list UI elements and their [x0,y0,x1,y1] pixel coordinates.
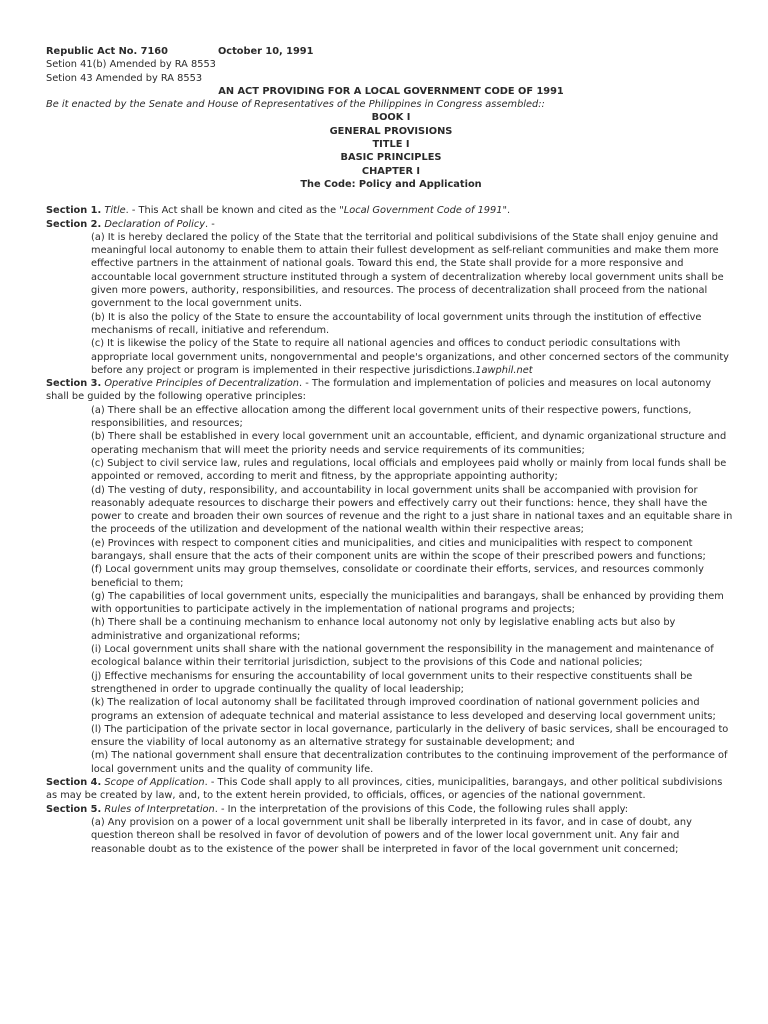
basic-principles-heading: BASIC PRINCIPLES [340,152,442,164]
title-heading: TITLE I [372,139,410,151]
section-3-item: (k) The realization of local autonomy shall be facilitated through improved coordination of national government policies and programs an extension of adequate technical and material assistance to less developed and deserving local government units; [91,697,716,722]
section-3-label: Section 3. [46,378,102,390]
section-5-label: Section 5. [46,803,102,815]
document-page [46,45,736,856]
section-3-item: (l) The participation of the private sector in local governance, particularly in the delivery of basic services, shall be encouraged to ensure the viability of local autonomy as an alternative strategy for sustainable development; and [91,723,729,749]
section-3-item: (b) There shall be established in every local government unit an accountable, efficient, and dynamic organizational structure and operating mechanism that will meet the priority needs and service requirements of its communities; [91,431,727,456]
amendment-note-1: Setion 41(b) Amended by RA 8553 [46,59,216,71]
source-watermark: 1awphil.net [475,364,533,376]
section-4-label: Section 4. [46,777,102,789]
section-3-item: (f) Local government units may group themselves, consolidate or coordinate their efforts, services, and resources commonly beneficial to them; [91,564,704,589]
chapter-title: The Code: Policy and Application [300,178,482,190]
section-3-item: (c) Subject to civil service law, rules and regulations, local officials and employees paid wholly or mainly from local funds shall be appointed or removed, according to merit and fitness, by the appropriate appointing authority; [91,457,727,483]
section-1-quote: "Local Government Code of 1991" [339,205,508,217]
chapter-heading: CHAPTER I [361,165,421,177]
amendment-note-2: Setion 43 Amended by RA 8553 [46,72,203,84]
section-3-item: (d) The vesting of duty, responsibility, and accountability in local government units shall be accompanied with provision for reasonably adequate resources to discharge their powers and effectively carry out their functions: hence, they shall have the power to create and broaden their own sources of revenue and the right to a just share in national taxes and an equitable share in the proceeds of the utilization and development of the national wealth within their respective areas; [91,484,733,536]
section-2-b: (b) It is also the policy of the State to ensure the accountability of local government units through the institution of effective mechanisms of recall, initiative and referendum. [91,311,702,336]
section-1: Section 1. Title. - This Act shall be known and cited as the "Local Government Code of 1991". [46,205,511,217]
act-header [46,45,736,58]
section-1-label: Section 1. [46,205,102,217]
section-3-item: (g) The capabilities of local government units, especially the municipalities and barangays, shall be enhanced by providing them with opportunities to participate actively in the implementation of national programs and projects; [91,590,724,616]
section-5-name: Rules of Interpretation [104,803,215,815]
section-3: Section 3. Operative Principles of Decentralization. - The formulation and implementation of policies and measures on local autonomy shall be guided by the following operative principles: [46,378,712,403]
section-3-item: (i) Local government units shall share with the national government the responsibility in the management and maintenance of ecological balance within their territorial jurisdiction, subject to the provisions of this Code and national policies; [91,644,714,669]
section-3-item: (m) The national government shall ensure that decentralization contributes to the continuing improvement of the performance of local government units and the quality of community life. [91,750,728,775]
book-heading: BOOK I [371,112,411,124]
section-4: Section 4. Scope of Application. - This Code shall apply to all provinces, cities, municipalities, barangays, and other political subdivisions as may be created by law, and, to the extent herein provided, to officials, offices, or agencies of the national government. [46,777,723,802]
act-number: Republic Act No. 7160 [46,46,168,57]
section-2-c: (c) It is likewise the policy of the State to require all national agencies and offices to conduct periodic consultations with appropriate local government units, nongovernmental and people's organizations, and other concerned sectors of the community before any project or program is implemented in their respective jurisdictions.1awphil.net [91,338,729,376]
enacting-clause: Be it enacted by the Senate and House of Representatives of the Philippines in Congress assembled:: [46,99,545,111]
section-1-name: Title [104,205,126,217]
section-3-item: (e) Provinces with respect to component cities and municipalities, and cities and municipalities with respect to component barangays, shall ensure that the acts of their component units are within the scope of their prescribed powers and functions; [91,537,706,562]
section-5: Section 5. Rules of Interpretation. - In the interpretation of the provisions of this Code, the following rules shall apply: [46,803,629,815]
section-3-item: (h) There shall be a continuing mechanism to enhance local autonomy not only by legislative enabling acts but also by administrative and organizational reforms; [91,617,676,642]
act-title: AN ACT PROVIDING FOR A LOCAL GOVERNMENT CODE OF 1991 [218,85,564,97]
section-3-name: Operative Principles of Decentralization [104,378,299,390]
section-3-item: (j) Effective mechanisms for ensuring the accountability of local government units to their respective constituents shall be strengthened in order to upgrade continually the quality of local leadership; [91,670,693,695]
general-provisions-heading: GENERAL PROVISIONS [329,125,453,137]
section-2-name: Declaration of Policy [104,218,206,230]
section-3-item: (a) There shall be an effective allocation among the different local government units of their respective powers, functions, responsibilities, and resources; [91,404,692,430]
section-2-label: Section 2. [46,218,102,230]
section-4-name: Scope of Application [104,777,205,789]
section-1-text: . - This Act shall be known and cited as the [125,205,340,217]
act-date: October 10, 1991 [217,46,314,57]
section-5-a: (a) Any provision on a power of a local government unit shall be liberally interpreted in its favor, and in case of doubt, any question thereon shall be resolved in favor of devolution of powers and of the lower local government unit. Any fair and reasonable doubt as to the existence of the power shall be interpreted in favor of the local government unit concerned; [91,816,692,855]
section-2-a: (a) It is hereby declared the policy of the State that the territorial and political subdivisions of the State shall enjoy genuine and meaningful local autonomy to enable them to attain their fullest development as self-reliant communities and make them more effective partners in the attainment of national goals. Toward this end, the State shall provide for a more responsive and accountable local government structure instituted through a system of decentralization whereby local government units shall be given more powers, authority, responsibilities, and resources. The process of decentralization shall proceed from the national government to the local government units. [91,231,724,310]
section-2: Section 2. Declaration of Policy. - [46,218,215,230]
